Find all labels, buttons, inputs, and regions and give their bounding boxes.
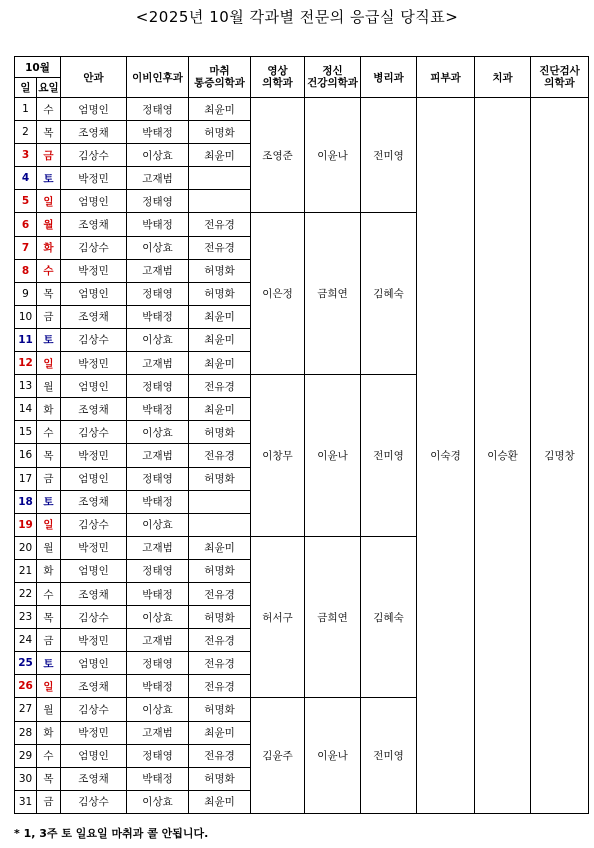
psychiatry-cell: 이윤나 — [305, 98, 361, 213]
ophthalmology-cell: 조영채 — [61, 121, 127, 144]
ophthalmology-cell: 김상수 — [61, 421, 127, 444]
header-day: 일 — [15, 78, 37, 98]
ophthalmology-cell: 김상수 — [61, 606, 127, 629]
day-cell: 25 — [15, 652, 37, 675]
day-cell: 5 — [15, 190, 37, 213]
day-cell: 21 — [15, 559, 37, 582]
anesthesiology-cell: 최윤미 — [189, 305, 251, 328]
ent-cell: 박태정 — [127, 213, 189, 236]
ophthalmology-cell: 엄명인 — [61, 559, 127, 582]
ent-cell: 박태정 — [127, 675, 189, 698]
day-cell: 12 — [15, 352, 37, 375]
header-ophthalmology: 안과 — [61, 57, 127, 98]
day-cell: 4 — [15, 167, 37, 190]
weekday-cell: 화 — [37, 398, 61, 421]
psychiatry-cell: 금희연 — [305, 213, 361, 375]
weekday-cell: 화 — [37, 236, 61, 259]
weekday-cell: 토 — [37, 328, 61, 351]
ophthalmology-cell: 엄명인 — [61, 744, 127, 767]
day-cell: 19 — [15, 513, 37, 536]
day-cell: 1 — [15, 98, 37, 121]
day-cell: 8 — [15, 259, 37, 282]
ent-cell: 박태정 — [127, 305, 189, 328]
day-cell: 7 — [15, 236, 37, 259]
ent-cell: 박태정 — [127, 582, 189, 605]
day-cell: 28 — [15, 721, 37, 744]
header-ent: 이비인후과 — [127, 57, 189, 98]
ent-cell: 고재범 — [127, 259, 189, 282]
day-cell: 30 — [15, 767, 37, 790]
ophthalmology-cell: 조영채 — [61, 767, 127, 790]
ophthalmology-cell: 박정민 — [61, 167, 127, 190]
weekday-cell: 금 — [37, 790, 61, 813]
weekday-cell: 일 — [37, 513, 61, 536]
weekday-cell: 목 — [37, 767, 61, 790]
anesthesiology-cell: 최윤미 — [189, 536, 251, 559]
header-pathology: 병리과 — [361, 57, 417, 98]
header-dow: 요일 — [37, 78, 61, 98]
ent-cell: 고재범 — [127, 352, 189, 375]
weekday-cell: 목 — [37, 606, 61, 629]
day-cell: 13 — [15, 375, 37, 398]
ent-cell: 정태영 — [127, 98, 189, 121]
anesthesiology-cell: 전유경 — [189, 375, 251, 398]
weekday-cell: 화 — [37, 559, 61, 582]
ophthalmology-cell: 엄명인 — [61, 282, 127, 305]
anesthesiology-cell: 허명화 — [189, 559, 251, 582]
page-title: <2025년 10월 각과별 전문의 응급실 당직표> — [135, 8, 459, 26]
pathology-cell: 김혜숙 — [361, 536, 417, 698]
ent-cell: 이상효 — [127, 236, 189, 259]
weekday-cell: 토 — [37, 490, 61, 513]
header-anesthesiology: 마취 통증의학과 — [189, 57, 251, 98]
ophthalmology-cell: 김상수 — [61, 144, 127, 167]
ent-cell: 정태영 — [127, 652, 189, 675]
ent-cell: 이상효 — [127, 790, 189, 813]
ent-cell: 이상효 — [127, 606, 189, 629]
weekday-cell: 토 — [37, 652, 61, 675]
weekday-cell: 월 — [37, 375, 61, 398]
anesthesiology-cell: 허명화 — [189, 121, 251, 144]
header-laboratory: 진단검사 의학과 — [531, 57, 589, 98]
anesthesiology-cell: 전유경 — [189, 652, 251, 675]
anesthesiology-cell: 허명화 — [189, 259, 251, 282]
day-cell: 6 — [15, 213, 37, 236]
anesthesiology-cell: 허명화 — [189, 698, 251, 721]
anesthesiology-cell: 전유경 — [189, 675, 251, 698]
radiology-cell: 이은정 — [251, 213, 305, 375]
weekday-cell: 일 — [37, 352, 61, 375]
weekday-cell: 수 — [37, 744, 61, 767]
weekday-cell: 수 — [37, 582, 61, 605]
ophthalmology-cell: 박정민 — [61, 536, 127, 559]
weekday-cell: 금 — [37, 144, 61, 167]
weekday-cell: 금 — [37, 629, 61, 652]
pathology-cell: 전미영 — [361, 698, 417, 813]
header-radiology: 영상 의학과 — [251, 57, 305, 98]
anesthesiology-cell: 최윤미 — [189, 98, 251, 121]
weekday-cell: 월 — [37, 536, 61, 559]
duty-table — [14, 56, 589, 814]
ent-cell: 고재범 — [127, 444, 189, 467]
radiology-cell: 이창무 — [251, 375, 305, 537]
anesthesiology-cell: 전유경 — [189, 582, 251, 605]
anesthesiology-cell: 전유경 — [189, 444, 251, 467]
ent-cell: 이상효 — [127, 513, 189, 536]
header-dermatology: 피부과 — [417, 57, 475, 98]
day-cell: 11 — [15, 328, 37, 351]
anesthesiology-cell: 전유경 — [189, 629, 251, 652]
weekday-cell: 일 — [37, 675, 61, 698]
anesthesiology-cell — [189, 490, 251, 513]
dermatology-cell: 이숙경 — [417, 98, 475, 814]
ophthalmology-cell: 엄명인 — [61, 190, 127, 213]
ophthalmology-cell: 김상수 — [61, 790, 127, 813]
radiology-cell: 허서구 — [251, 536, 305, 698]
anesthesiology-cell: 최윤미 — [189, 721, 251, 744]
header-dentistry: 치과 — [475, 57, 531, 98]
anesthesiology-cell: 전유경 — [189, 744, 251, 767]
day-cell: 18 — [15, 490, 37, 513]
anesthesiology-cell — [189, 513, 251, 536]
header-month: 10월 — [15, 57, 61, 78]
pathology-cell: 김혜숙 — [361, 213, 417, 375]
psychiatry-cell: 이윤나 — [305, 698, 361, 813]
weekday-cell: 수 — [37, 421, 61, 444]
anesthesiology-cell — [189, 190, 251, 213]
day-cell: 29 — [15, 744, 37, 767]
table-row — [15, 98, 589, 121]
weekday-cell: 목 — [37, 121, 61, 144]
ent-cell: 이상효 — [127, 328, 189, 351]
radiology-cell: 조영준 — [251, 98, 305, 213]
ent-cell: 박태정 — [127, 767, 189, 790]
weekday-cell: 목 — [37, 444, 61, 467]
header-psychiatry: 정신 건강의학과 — [305, 57, 361, 98]
pathology-cell: 전미영 — [361, 375, 417, 537]
day-cell: 2 — [15, 121, 37, 144]
ophthalmology-cell: 조영채 — [61, 398, 127, 421]
psychiatry-cell: 금희연 — [305, 536, 361, 698]
ent-cell: 고재범 — [127, 167, 189, 190]
day-cell: 22 — [15, 582, 37, 605]
day-cell: 9 — [15, 282, 37, 305]
anesthesiology-cell: 최윤미 — [189, 328, 251, 351]
weekday-cell: 월 — [37, 698, 61, 721]
ent-cell: 정태영 — [127, 467, 189, 490]
anesthesiology-cell: 허명화 — [189, 282, 251, 305]
anesthesiology-cell: 최윤미 — [189, 398, 251, 421]
weekday-cell: 토 — [37, 167, 61, 190]
ent-cell: 박태정 — [127, 121, 189, 144]
ophthalmology-cell: 조영채 — [61, 582, 127, 605]
weekday-cell: 일 — [37, 190, 61, 213]
anesthesiology-cell: 전유경 — [189, 236, 251, 259]
day-cell: 17 — [15, 467, 37, 490]
ent-cell: 정태영 — [127, 375, 189, 398]
anesthesiology-cell — [189, 167, 251, 190]
ent-cell: 이상효 — [127, 698, 189, 721]
weekday-cell: 목 — [37, 282, 61, 305]
ophthalmology-cell: 박정민 — [61, 629, 127, 652]
ophthalmology-cell: 김상수 — [61, 513, 127, 536]
ent-cell: 고재범 — [127, 536, 189, 559]
ent-cell: 정태영 — [127, 744, 189, 767]
ophthalmology-cell: 박정민 — [61, 259, 127, 282]
ophthalmology-cell: 엄명인 — [61, 375, 127, 398]
ophthalmology-cell: 엄명인 — [61, 98, 127, 121]
pathology-cell: 전미영 — [361, 98, 417, 213]
ophthalmology-cell: 엄명인 — [61, 652, 127, 675]
day-cell: 14 — [15, 398, 37, 421]
day-cell: 16 — [15, 444, 37, 467]
ophthalmology-cell: 김상수 — [61, 328, 127, 351]
ent-cell: 박태정 — [127, 490, 189, 513]
ophthalmology-cell: 박정민 — [61, 352, 127, 375]
anesthesiology-cell: 최윤미 — [189, 790, 251, 813]
anesthesiology-cell: 허명화 — [189, 606, 251, 629]
radiology-cell: 김윤주 — [251, 698, 305, 813]
ent-cell: 이상효 — [127, 144, 189, 167]
anesthesiology-cell: 전유경 — [189, 213, 251, 236]
anesthesiology-cell: 허명화 — [189, 767, 251, 790]
anesthesiology-cell: 최윤미 — [189, 144, 251, 167]
weekday-cell: 금 — [37, 467, 61, 490]
ophthalmology-cell: 조영채 — [61, 490, 127, 513]
ent-cell: 정태영 — [127, 282, 189, 305]
dentistry-cell: 이승환 — [475, 98, 531, 814]
ent-cell: 정태영 — [127, 559, 189, 582]
weekday-cell: 수 — [37, 259, 61, 282]
ophthalmology-cell: 조영채 — [61, 305, 127, 328]
anesthesiology-cell: 허명화 — [189, 421, 251, 444]
day-cell: 10 — [15, 305, 37, 328]
ent-cell: 박태정 — [127, 398, 189, 421]
weekday-cell: 금 — [37, 305, 61, 328]
day-cell: 27 — [15, 698, 37, 721]
ophthalmology-cell: 엄명인 — [61, 467, 127, 490]
psychiatry-cell: 이윤나 — [305, 375, 361, 537]
day-cell: 23 — [15, 606, 37, 629]
day-cell: 31 — [15, 790, 37, 813]
ophthalmology-cell: 김상수 — [61, 236, 127, 259]
anesthesiology-cell: 허명화 — [189, 467, 251, 490]
ent-cell: 고재범 — [127, 721, 189, 744]
weekday-cell: 월 — [37, 213, 61, 236]
ent-cell: 고재범 — [127, 629, 189, 652]
day-cell: 3 — [15, 144, 37, 167]
ophthalmology-cell: 조영채 — [61, 213, 127, 236]
ent-cell: 정태영 — [127, 190, 189, 213]
weekday-cell: 수 — [37, 98, 61, 121]
day-cell: 26 — [15, 675, 37, 698]
day-cell: 24 — [15, 629, 37, 652]
footnote: * 1, 3주 토 일요일 마취과 콜 안됩니다. — [14, 827, 209, 840]
ophthalmology-cell: 조영채 — [61, 675, 127, 698]
laboratory-cell: 김명창 — [531, 98, 589, 814]
ophthalmology-cell: 박정민 — [61, 721, 127, 744]
anesthesiology-cell: 최윤미 — [189, 352, 251, 375]
weekday-cell: 화 — [37, 721, 61, 744]
ophthalmology-cell: 박정민 — [61, 444, 127, 467]
day-cell: 20 — [15, 536, 37, 559]
ent-cell: 이상효 — [127, 421, 189, 444]
day-cell: 15 — [15, 421, 37, 444]
ophthalmology-cell: 김상수 — [61, 698, 127, 721]
